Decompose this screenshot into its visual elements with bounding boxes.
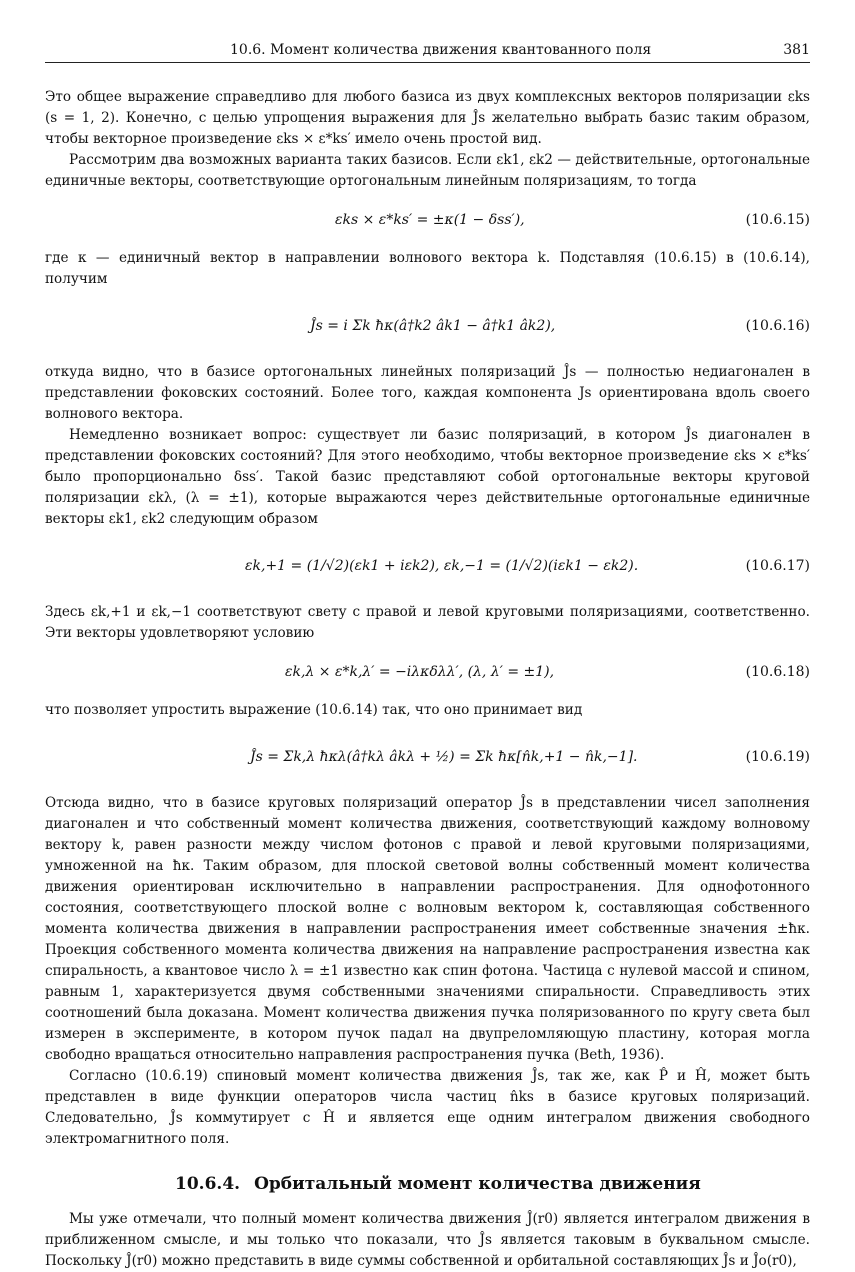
equation <box>45 296 810 356</box>
section-heading <box>175 1174 810 1195</box>
paragraph: Согласно (10.6.19) спиновый момент количества движения Ĵs, так же, как P̂ и Ĥ, может быть представлен в виде функции операторов числа частиц n̂ks в базисе круговых поляризаций. Следовательно, Ĵs коммутирует с Ĥ и является еще одним интегралом движения свободного электромагнитного поля. <box>45 1068 810 1147</box>
page-body <box>45 87 810 1272</box>
paragraph: что позволяет упростить выражение (10.6.14) так, что оно принимает вид <box>45 702 583 718</box>
equation-number: (10.6.15) <box>745 212 810 228</box>
paragraph: Рассмотрим два возможных варианта таких базисов. Если εk1, εk2 — действительные, ортогональные единичные векторы, соответствующие ортогональным линейным поляризациям, то тогда <box>45 152 810 189</box>
equation-formula: εk,λ × ε*k,λ′ = −iλκδλλ′, (λ, λ′ = ±1), <box>285 664 555 680</box>
paragraph: Мы уже отмечали, что полный момент количества движения Ĵ(r0) является интегралом движения в приближенном смысле, и мы только что показали, что Ĵs является таковым в буквальном смысле. Поскольку Ĵ(r0) можно представить в виде суммы собственной и орбитальной составляющих Ĵs и Ĵo(r0), <box>45 1211 810 1269</box>
equation-number: (10.6.17) <box>745 558 810 574</box>
paragraph: Отсюда видно, что в базисе круговых поляризаций оператор Ĵs в представлении чисел заполнения диагонален и что собственный момент количества движения, соответствующий каждому волновому вектору k, равен разности между числом фотонов с правой и левой круговыми поляризациями, умноженной на ħκ. Таким образом, для плоской световой волны собственный момент количества движения ориентирован исключительно в направлении распространения. Для однофотонного состояния, соответствующего плоской волне с волновым вектором k, составляющая собственного момента количества движения в направлении распространения имеет собственные значения ±ħκ. Проекция собственного момента количества движения на направление распространения известна как спиральность, а квантовое число λ = ±1 известно как спин фотона. Частица с нулевой массой и спином, равным 1, характеризуется двумя собственными значениями спиральности. Справедливость этих соотношений была доказана. Момент количества движения пучка поляризованного по кругу света был измерен в эксперименте, в котором пучок падал на двупреломляющую пластину, которая могла свободно вращаться относительно направления распространения пучка (Beth, 1936). <box>45 795 810 1063</box>
equation-formula: Ĵs = Σk,λ ħκλ(â†kλ âkλ + ½) = Σk ħκ[n̂k,+1 − n̂k,−1]. <box>250 749 638 765</box>
equation <box>45 727 810 787</box>
equation-number: (10.6.16) <box>745 318 810 334</box>
equation <box>45 198 810 242</box>
equation-formula: εks × ε*ks′ = ±κ(1 − δss′), <box>335 212 525 228</box>
section-number: 10.6.4. <box>175 1174 241 1194</box>
running-title: 10.6. Момент количества движения квантованного поля <box>230 42 652 58</box>
equation <box>45 650 810 694</box>
equation <box>45 536 810 596</box>
paragraph: откуда видно, что в базисе ортогональных линейных поляризаций Ĵs — полностью недиагонален в представлении фоковских состояний. Более того, каждая компонента Js ориентирована вдоль своего волнового вектора. <box>45 364 810 422</box>
paragraph: Это общее выражение справедливо для любого базиса из двух комплексных векторов поляризации εks (s = 1, 2). Конечно, с целью упрощения выражения для Ĵs желательно выбрать базис таким образом, чтобы векторное произведение εks × ε*ks′ имело очень простой вид. <box>45 89 810 147</box>
section-title: Орбитальный момент количества движения <box>254 1174 701 1194</box>
equation-number: (10.6.19) <box>745 749 810 765</box>
equation-number: (10.6.18) <box>745 664 810 680</box>
paragraph: Здесь εk,+1 и εk,−1 соответствуют свету с правой и левой круговыми поляризациями, соответственно. Эти векторы удовлетворяют условию <box>45 604 810 641</box>
paragraph: где κ — единичный вектор в направлении волнового вектора k. Подставляя (10.6.15) в (10.6.14), получим <box>45 250 810 287</box>
running-head <box>45 40 810 63</box>
equation-formula: Ĵs = i Σk ħκ(â†k2 âk1 − â†k1 âk2), <box>310 318 556 334</box>
page <box>45 40 810 1272</box>
equation-formula: εk,+1 = (1/√2)(εk1 + iεk2), εk,−1 = (1/√2)(iεk1 − εk2). <box>245 558 639 574</box>
paragraph: Немедленно возникает вопрос: существует ли базис поляризаций, в котором Ĵs диагонален в представлении фоковских состояний? Для этого необходимо, чтобы векторное произведение εks × ε*ks′ было пропорционально δss′. Такой базис представляют собой ортогональные векторы круговой поляризации εkλ, (λ = ±1), которые выражаются через действительные ортогональные единичные векторы εk1, εk2 следующим образом <box>45 427 810 527</box>
page-number: 381 <box>783 42 810 58</box>
